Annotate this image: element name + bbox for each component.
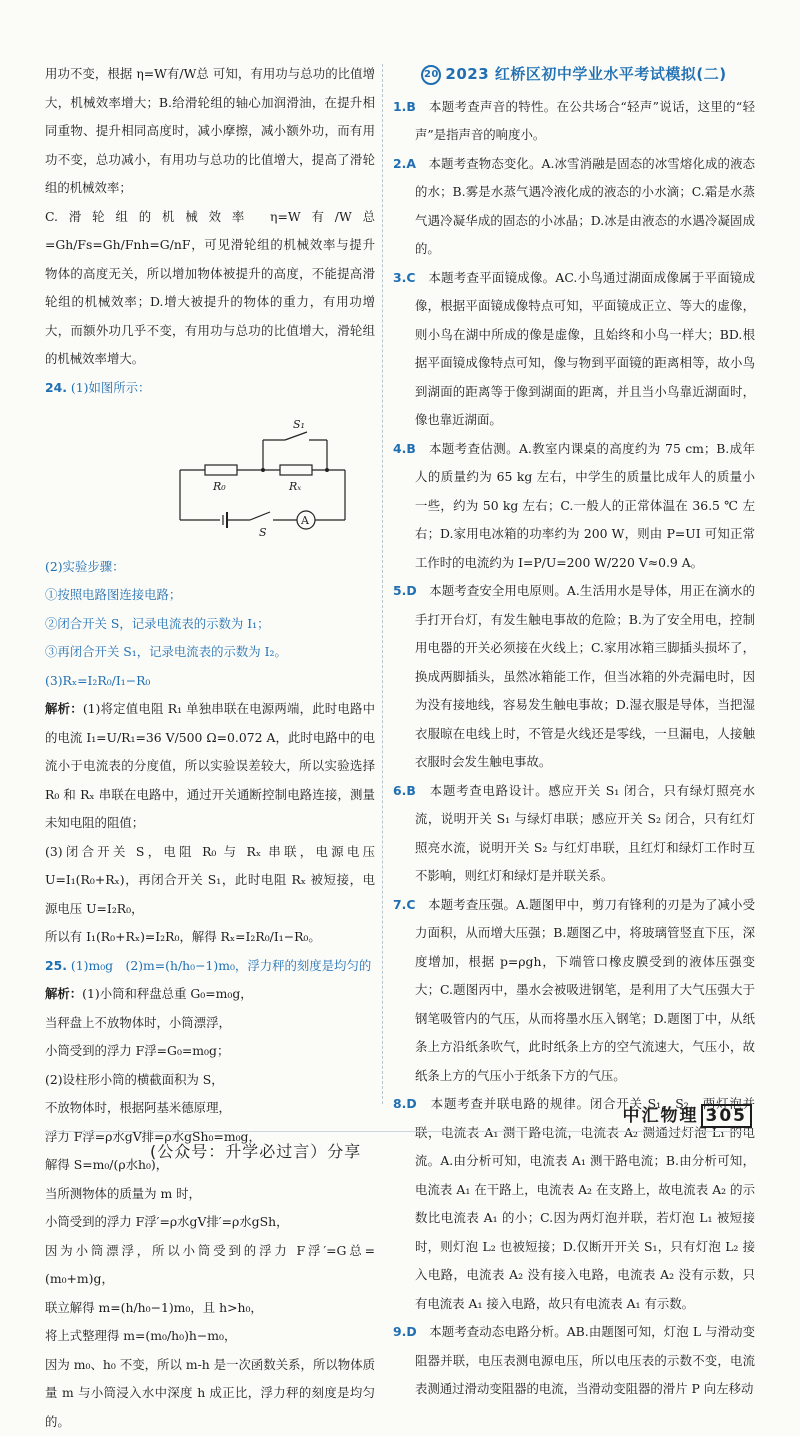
q25-analysis-label: 解析：	[45, 986, 82, 1001]
label-s: S	[259, 526, 267, 539]
answer-item	[393, 1318, 755, 1404]
q25-line-11: 将上式整理得 m=(m₀/h₀)h−m₀，	[45, 1322, 375, 1351]
item-number: 3.	[393, 270, 406, 285]
item-text: 本题考查平面镜成像。AC.小鸟通过湖面成像属于平面镜成像，根据平面镜成像特点可知，平面镜成正立、等大的虚像，则小鸟在湖中所成的像是虚像，且始终和小鸟一样大；BD.根据平面镜成像特点可知，像与物到平面镜的距离相等，故小鸟到湖面的距离等于像到湖面的距离，并且当小鸟靠近湖面时，像也靠近湖面。	[415, 270, 755, 428]
item-text: 本题考查估测。A.教室内课桌的高度约为 75 cm；B.成年人的质量约为 65 kg 左右，中学生的质量比成年人的质量小一些，约为 50 kg 左右；C.一般人的正常体温在 36.5 ℃ 左右；D.家用电冰箱的功率约为 200 W，则由 P=UI 可知正常工作时的电流约为 I=P/U=200 W/220 V≈0.9 A。	[415, 441, 755, 570]
left-column	[45, 60, 375, 1436]
answer-item	[393, 264, 755, 435]
item-number: 9.	[393, 1324, 406, 1339]
q25-line-4: 不放物体时，根据阿基米德原理，	[45, 1094, 375, 1123]
step-2: ②闭合开关 S，记录电流表的示数为 I₁；	[45, 610, 375, 639]
intro-paragraph-1: 用功不变，根据 η=W有/W总 可知，有用功与总功的比值增大，机械效率增大；B.给滑轮组的轴心加润滑油，在提升相同重物、提升相同高度时，减小摩擦，减小额外功，而有用功不变，总功减小，有用功与总功的比值增大，提高了滑轮组的机械效率；	[45, 60, 375, 203]
right-column	[393, 60, 755, 1404]
item-answer: D	[406, 1324, 416, 1339]
item-answer: B	[406, 99, 415, 114]
item-number: 2.	[393, 156, 406, 171]
item-answer: B	[406, 441, 415, 456]
formula-3: (3)Rₓ=I₂R₀/I₁−R₀	[45, 667, 375, 696]
ammeter-label: A	[300, 514, 310, 527]
item-answer: D	[406, 1096, 416, 1111]
q24-intro: (1)如图所示：	[71, 380, 151, 395]
item-answer: B	[406, 783, 415, 798]
label-r0: R₀	[212, 480, 226, 493]
item-text: 本题考查安全用电原则。A.生活用水是导体，用正在滴水的手打开台灯，有发生触电事故的危险；B.为了安全用电，控制用电器的开关必须接在火线上；C.家用冰箱三脚插头损坏了，换成两脚插头，虽然冰箱能工作，但当冰箱的外壳漏电时，因为没有接地线，容易发生触电事故；D.湿衣服是导体，当把湿衣服晾在电线上时，不管是火线还是零线，一旦漏电，人接触衣服时会发生触电事故。	[415, 583, 755, 769]
footer-rule	[45, 1131, 752, 1132]
q25-line-0: (1)小筒和秤盘总重 G₀=m₀g，	[82, 986, 253, 1001]
analysis-3: 所以有 I₁(R₀+Rₓ)=I₂R₀，解得 Rₓ=I₂R₀/I₁−R₀。	[45, 923, 375, 952]
label-rx: Rₓ	[288, 480, 301, 493]
analysis-2: (3)闭合开关 S，电阻 R₀ 与 Rₓ 串联，电源电压 U=I₁(R₀+Rₓ)，再闭合开关 S₁，此时电阻 Rₓ 被短接，电源电压 U=I₂R₀，	[45, 838, 375, 924]
section-number-badge: 20	[421, 65, 441, 85]
q25-line-8: 小筒受到的浮力 F浮′=ρ水gV排′=ρ水gSh，	[45, 1208, 375, 1237]
q25-line-10: 联立解得 m=(h/h₀−1)m₀，且 h>h₀，	[45, 1294, 375, 1323]
intro-paragraph-2: C.滑轮组的机械效率 η=W有/W总=Gh/Fs=Gh/Fnh=G/nF，可见滑轮组的机械效率与提升物体的高度无关，所以增加物体被提升的高度，不能提高滑轮组的机械效率；D.增大被提升的物体的重力，有用功增大，而额外功几乎不变，有用功与总功的比值增大，滑轮组的机械效率增大。	[45, 203, 375, 374]
brand-name: 中汇物理	[623, 1106, 699, 1126]
footer-note: (公众号：升学必过言）分享	[150, 1139, 361, 1162]
item-text: 本题考查动态电路分析。AB.由题图可知，灯泡 L 与滑动变阻器并联，电压表测电源电压，所以电压表的示数不变，电流表测通过滑动变阻器的电流，当滑动变阻器的滑片 P 向左移动	[415, 1324, 755, 1396]
answer-item	[393, 777, 755, 891]
item-number: 5.	[393, 583, 406, 598]
q25-line-1: 当秤盘上不放物体时，小筒漂浮，	[45, 1009, 375, 1038]
item-text: 本题考查压强。A.题图甲中，剪刀有锋利的刃是为了减小受力面积，从而增大压强；B.题图乙中，将玻璃管竖直下压，深度增加，根据 p=ρgh，下端管口橡皮膜受到的液体压强变大；C.题图丙中，墨水会被吸进钢笔，是利用了大气压强大于钢笔吸管内的气压，从而将墨水压入钢笔；D.题图丁中，从纸条上方沿纸条吹气，此时纸条上方的空气流速大，气压小，故纸条上方的气压小于纸条下方的气压。	[415, 897, 755, 1083]
q25-solution-1	[45, 980, 375, 1009]
q24-line	[45, 374, 375, 403]
step-1: ①按照电路图连接电路；	[45, 581, 375, 610]
q25-number: 25.	[45, 958, 67, 973]
item-text: 本题考查电路设计。感应开关 S₁ 闭合，只有绿灯照亮水流，说明开关 S₁ 与绿灯串联；感应开关 S₂ 闭合，只有红灯照亮水流，说明开关 S₂ 与红灯串联，且红灯和绿灯工作时互不影响，则红灯和绿灯是并联关系。	[415, 783, 755, 884]
section-heading	[393, 60, 755, 89]
q25-answer: (1)m₀g (2)m=(h/h₀−1)m₀，浮力秤的刻度是均匀的	[71, 958, 371, 973]
section-title: 2023 红桥区初中学业水平考试模拟(二)	[445, 65, 726, 83]
page-number: 305	[701, 1104, 753, 1128]
q25-line	[45, 952, 375, 981]
item-number: 6.	[393, 783, 406, 798]
label-s1: S₁	[293, 418, 305, 431]
q25-line-7: 当所测物体的质量为 m 时，	[45, 1180, 375, 1209]
item-text: 本题考查声音的特性。在公共场合“轻声”说话，这里的“轻声”是指声音的响度小。	[415, 99, 755, 143]
item-number: 7.	[393, 897, 406, 912]
step-3: ③再闭合开关 S₁，记录电流表的示数为 I₂。	[45, 638, 375, 667]
q25-line-9: 因为小筒漂浮，所以小筒受到的浮力 F浮′=G总=(m₀+m)g，	[45, 1237, 375, 1294]
analysis-label: 解析：	[45, 701, 83, 716]
circuit-diagram	[45, 402, 375, 542]
analysis-text-1: (1)将定值电阻 R₁ 单独串联在电源两端，此时电路中的电流 I₁=U/R₁=36 V/500 Ω=0.072 A，此时电路中的电流小于电流表的分度值，所以实验误差较大，所以实验选择 R₀ 和 Rₓ 串联在电路中，通过开关通断控制电路连接，测量未知电阻的阻值；	[45, 701, 375, 830]
steps-title: (2)实验步骤：	[45, 553, 375, 582]
q25-line-5: 浮力 F浮=ρ水gV排=ρ水gSh₀=m₀g，	[45, 1123, 375, 1152]
item-text: 本题考查物态变化。A.冰雪消融是固态的冰雪熔化成的液态的水；B.雾是水蒸气遇冷液化成的液态的小水滴；C.霜是水蒸气遇冷凝华成的固态的小冰晶；D.冰是由液态的水遇冷凝固成的。	[415, 156, 755, 257]
q25-line-12: 因为 m₀、h₀ 不变，所以 m-h 是一次函数关系，所以物体质量 m 与小筒浸入水中深度 h 成正比，浮力秤的刻度是均匀的。	[45, 1351, 375, 1436]
answer-item	[393, 93, 755, 150]
answer-item	[393, 577, 755, 777]
q25-line-2: 小筒受到的浮力 F浮=G₀=m₀g；	[45, 1037, 375, 1066]
item-answer: D	[406, 583, 416, 598]
item-number: 4.	[393, 441, 406, 456]
item-text: 本题考查并联电路的规律。闭合开关 S₁、S₂，两灯泡并联，电流表 A₁ 测干路电流，电流表 A₂ 测通过灯泡 L₁ 的电流。A.由分析可知，电流表 A₁ 测干路电流；B.由分析可知，电流表 A₁ 在干路上，电流表 A₂ 在支路上，故电流表 A₂ 的示数比电流表 A₁ 的小；C.因为两灯泡并联，若灯泡 L₁ 被短接时，则灯泡 L₂ 也被短接；D.仅断开开关 S₁，只有灯泡 L₂ 接入电路，电流表 A₂ 没有接入电路，电流表 A₂ 没有示数，只有电流表 A₁ 接入电路，故只有电流表 A₁ 有示数。	[415, 1096, 755, 1311]
item-number: 8.	[393, 1096, 406, 1111]
footer-brand	[623, 1101, 753, 1128]
item-answer: C	[406, 270, 415, 285]
item-answer: A	[406, 156, 416, 171]
answer-item	[393, 150, 755, 264]
item-number: 1.	[393, 99, 406, 114]
item-answer: C	[406, 897, 415, 912]
column-divider	[382, 64, 383, 1104]
answer-item	[393, 435, 755, 578]
answer-item	[393, 891, 755, 1091]
q25-line-6: 解得 S=m₀/(ρ水h₀)，	[45, 1151, 375, 1180]
q24-number: 24.	[45, 380, 67, 395]
q25-line-3: (2)设柱形小筒的横截面积为 S，	[45, 1066, 375, 1095]
analysis-1	[45, 695, 375, 838]
